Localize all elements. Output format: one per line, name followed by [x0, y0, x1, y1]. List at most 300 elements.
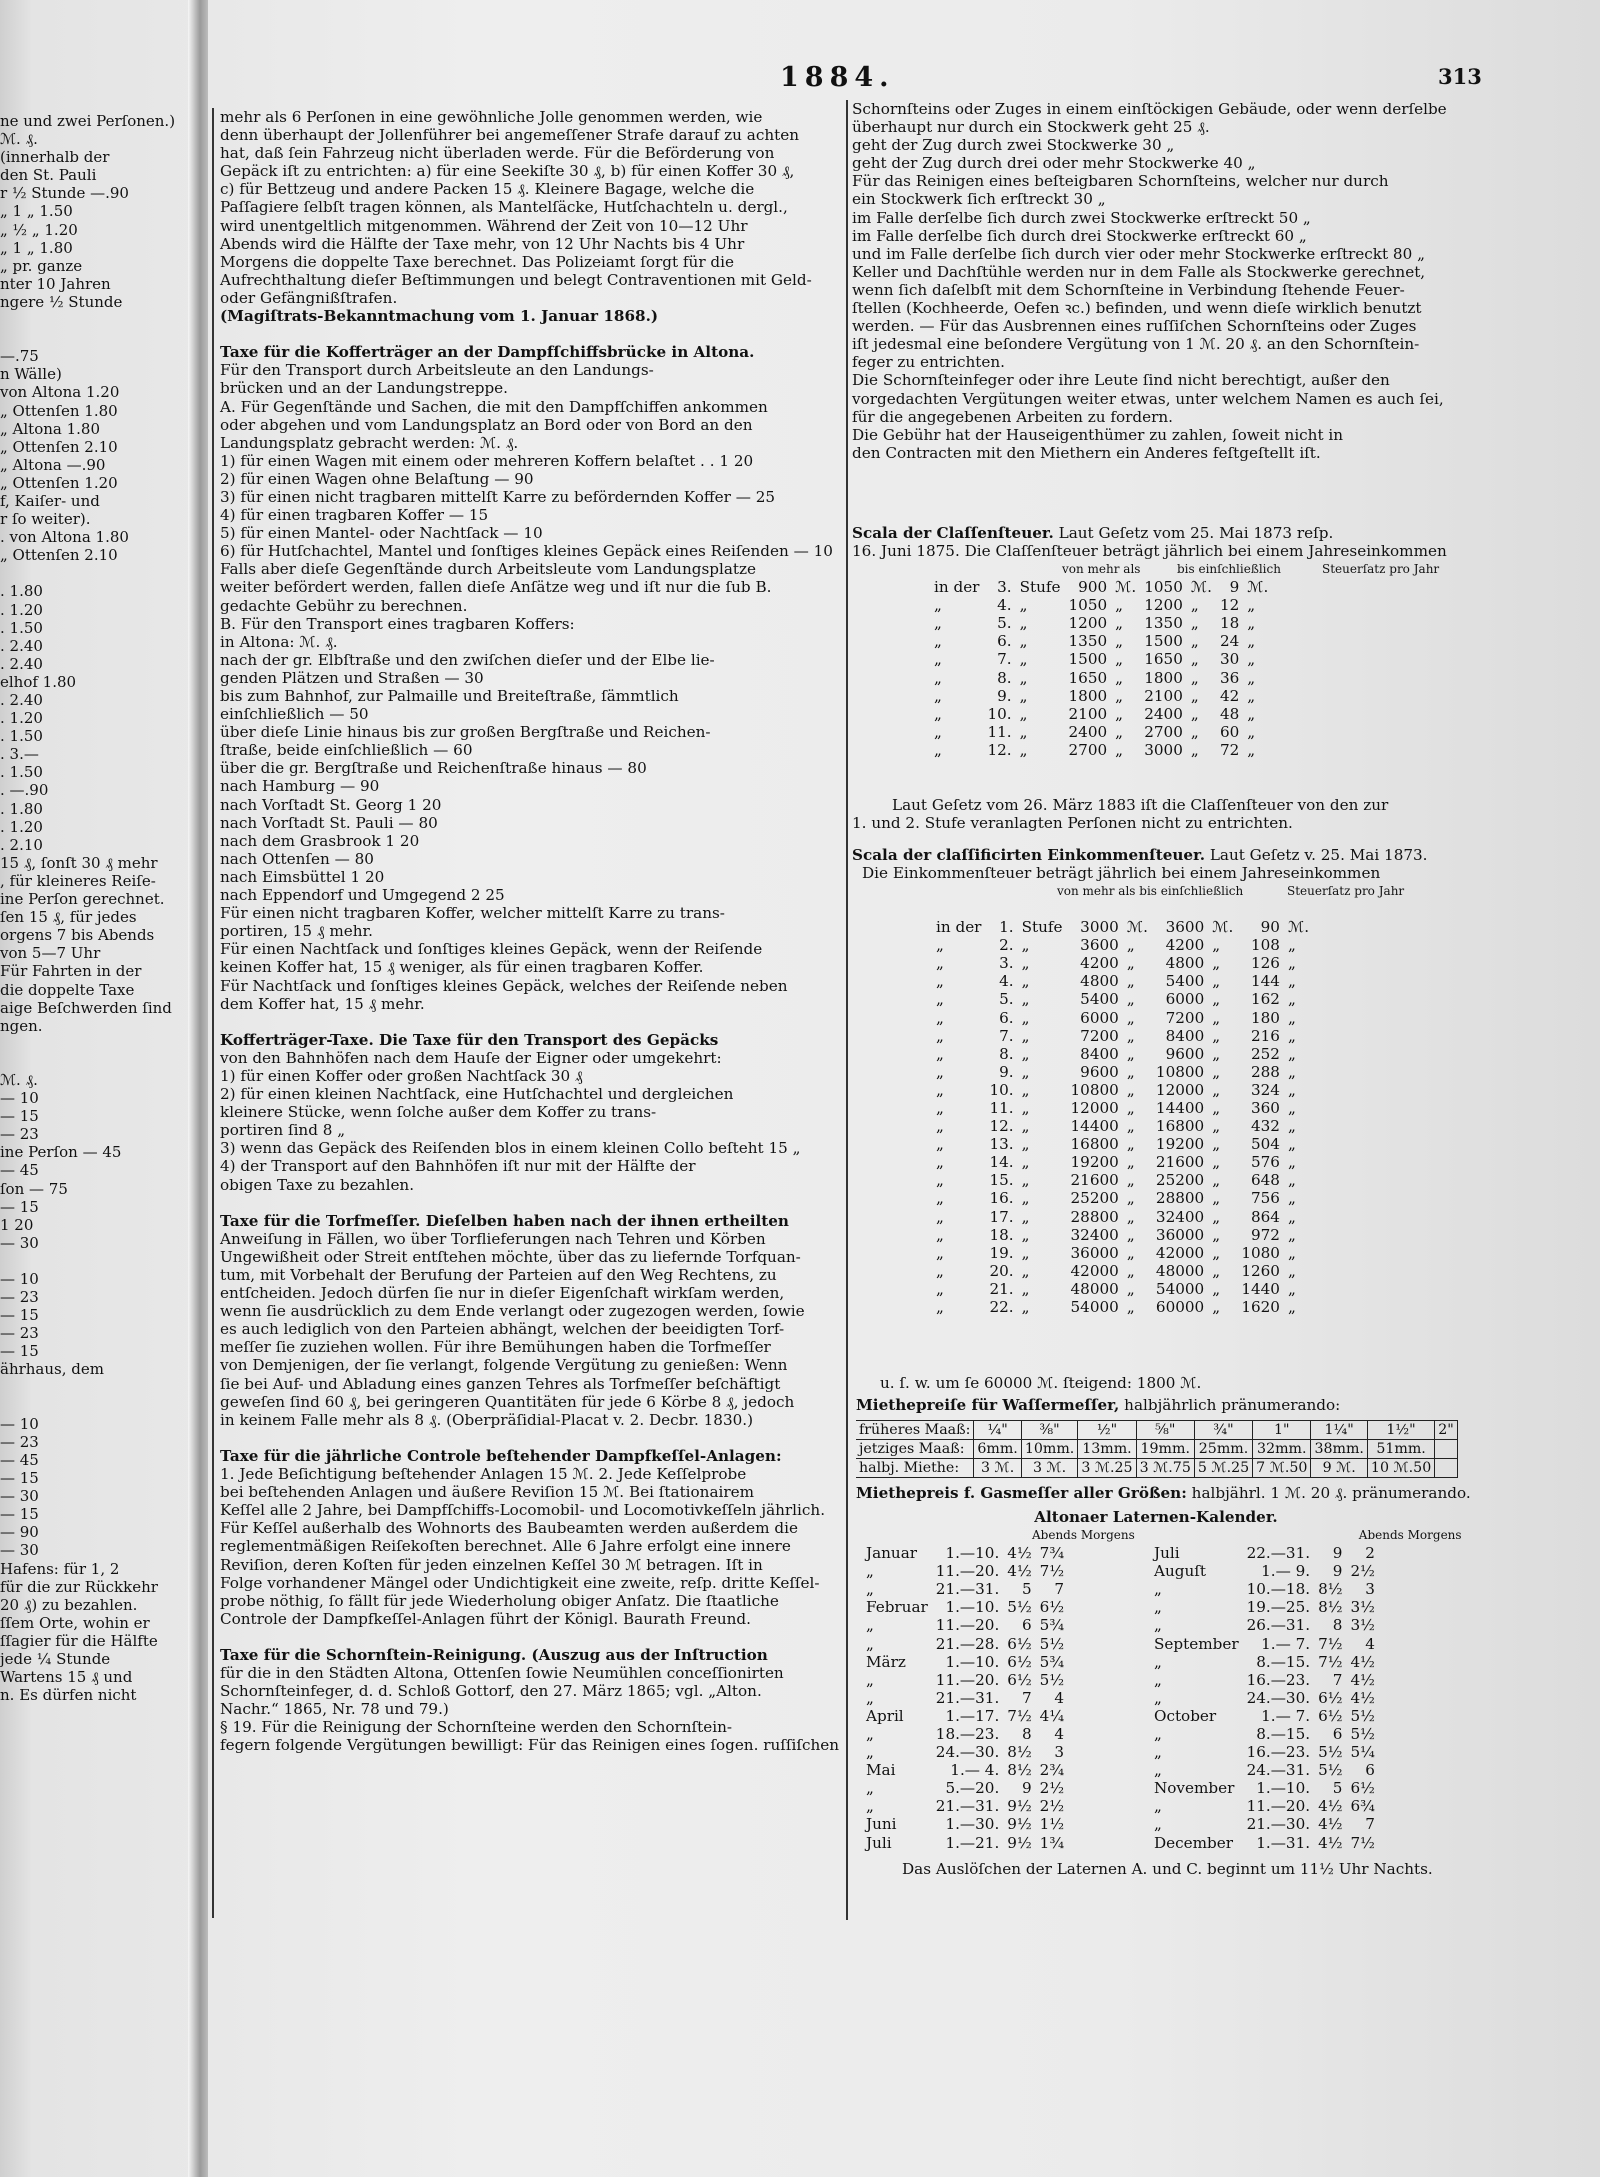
text-line — [220, 325, 840, 343]
text-line: den St. Pauli — [0, 166, 97, 185]
text-line: — 30 — [0, 1487, 39, 1506]
table-cell: 48000 — [1070, 1279, 1119, 1298]
text-line: § 19. Für die Reinigung der Schornſteine werden den Schornſtein- — [220, 1718, 733, 1737]
text-line: Für das Reinigen eines beſteigbaren Schornſteins, welcher nur durch — [852, 172, 1389, 191]
text-line — [0, 1379, 182, 1397]
table-row — [1150, 1598, 1379, 1616]
table-cell: 8400 — [1165, 1026, 1205, 1045]
table-cell: 11.—20. — [935, 1562, 1000, 1581]
table-cell: 16800 — [1155, 1117, 1205, 1136]
table-cell: 9. — [997, 686, 1012, 705]
text-line: r ſo weiter). — [0, 510, 91, 529]
table-cell: 6 — [1022, 1616, 1032, 1635]
table-cell: „ — [1287, 1080, 1296, 1099]
table-cell: „ — [936, 954, 944, 973]
table-cell: ½" — [1078, 1421, 1136, 1440]
text-line: für die in den Städten Altona, Ottenſen ſowie Neumühlen conceſſionirten — [220, 1664, 784, 1683]
table-cell: 2700 — [1068, 740, 1108, 759]
table-cell: 7¾ — [1039, 1544, 1065, 1563]
water-meter-heading: Miethepreiſe für Waſſermeſſer, — [856, 1396, 1120, 1414]
table-cell: 19200 — [1155, 1135, 1205, 1154]
table-cell: „ — [1021, 1135, 1030, 1154]
table-cell: „ — [1287, 1062, 1296, 1081]
text-line: ſtraße, beide einſchließlich — 60 — [220, 741, 473, 760]
table-row — [1150, 1707, 1379, 1725]
table-cell: 14400 — [1155, 1098, 1205, 1117]
text-line: c) für Bettzeug und andere Packen 15 ₰. Kleinere Bagage, welche die — [220, 180, 755, 199]
table-row — [1150, 1815, 1379, 1833]
text-line: im Falle derſelbe ſich durch drei Stockwerke erſtreckt 60 „ — [852, 226, 1307, 245]
table-cell: „ — [1115, 668, 1124, 687]
text-line: . 2.40 — [0, 654, 43, 673]
table-cell: „ — [866, 1616, 874, 1635]
table-cell: 5½ — [1039, 1634, 1065, 1653]
text-line: denn überhaupt der Jollenführer bei angemeſſener Strafe darauf zu achten — [220, 126, 799, 145]
table-row — [856, 1459, 1457, 1478]
table-cell: 10 ℳ.50 — [1367, 1459, 1434, 1478]
table-cell: „ — [866, 1562, 874, 1581]
table-cell: 7. — [997, 650, 1012, 669]
table-cell: 4½ — [1007, 1562, 1032, 1581]
table-cell: „ — [1212, 1279, 1221, 1298]
table-cell: „ — [1115, 722, 1124, 741]
table-cell: „ — [1126, 1098, 1135, 1117]
table-cell: 1.— 7. — [1261, 1706, 1311, 1725]
table-cell: „ — [1212, 1298, 1221, 1317]
text-line — [220, 1429, 840, 1447]
table-row — [930, 723, 1272, 741]
table-cell: „ — [936, 1261, 944, 1280]
text-line: oder Gefängnißſtrafen. — [220, 288, 398, 307]
text-line: ngere ½ Stunde — [0, 292, 123, 311]
table-cell: 6000 — [1165, 990, 1205, 1009]
table-cell: 2400 — [1068, 722, 1108, 741]
table-cell: „ — [1126, 1279, 1135, 1298]
text-line: Paſſagiere ſelbſt tragen können, als Mantelſäcke, Hutſchachteln u. dergl., — [220, 198, 788, 217]
table-cell: 1350 — [1068, 632, 1108, 651]
table-cell: 7 — [1365, 1815, 1375, 1834]
table-cell: „ — [936, 1026, 944, 1045]
table-cell: 20. — [989, 1261, 1014, 1280]
table-cell: „ — [1021, 1098, 1030, 1117]
table-row — [930, 741, 1272, 759]
text-line: nach Ottenſen — 80 — [220, 849, 374, 868]
table-cell: „ — [1126, 1117, 1135, 1136]
table-row — [862, 1544, 1068, 1562]
table-cell: 18 — [1219, 614, 1240, 633]
table-cell: „ — [866, 1724, 874, 1743]
table-cell: „ — [1021, 1279, 1030, 1298]
table-row — [930, 596, 1272, 614]
table-cell: 9 — [1332, 1562, 1343, 1581]
table-cell: „ — [1019, 650, 1028, 669]
table-cell: 42000 — [1070, 1261, 1119, 1280]
table-row — [1150, 1653, 1379, 1671]
table-cell: 6 — [1365, 1761, 1375, 1780]
table-cell: „ — [1287, 1298, 1296, 1317]
table-cell: 1.—31. — [1256, 1833, 1311, 1852]
table-cell: 4 — [1365, 1634, 1375, 1653]
text-line: Für einen Nachtſack und ſonſtiges kleines Gepäck, wenn der Reiſende — [220, 940, 763, 959]
table-cell: 3600 — [1165, 918, 1205, 937]
table-cell: „ — [1115, 740, 1124, 759]
table-row — [1150, 1743, 1379, 1761]
text-line: 1. Jede Beſichtigung beſtehender Anlagen 15 ℳ. 2. Jede Keſſelprobe — [220, 1465, 747, 1484]
table-row — [1150, 1834, 1379, 1852]
text-line — [220, 1628, 840, 1646]
table-cell: „ — [1021, 1207, 1030, 1226]
page-number: 313 — [1438, 64, 1482, 89]
table-cell: „ — [1287, 1261, 1296, 1280]
table-row — [862, 1725, 1068, 1743]
text-line: — 90 — [0, 1523, 39, 1542]
table-cell: 5¾ — [1039, 1616, 1065, 1635]
table-cell: „ — [1126, 1062, 1135, 1081]
table-cell: „ — [1021, 1261, 1030, 1280]
table-cell: 10800 — [1155, 1062, 1205, 1081]
table-cell: 12. — [987, 740, 1012, 759]
table-row — [932, 1298, 1313, 1316]
table-cell: 10mm. — [1021, 1440, 1077, 1459]
table-cell: 72 — [1219, 740, 1240, 759]
table-cell: ℳ. — [1212, 918, 1234, 937]
table-cell: Juni — [866, 1815, 897, 1834]
table-cell: 4800 — [1080, 972, 1119, 991]
table-cell: „ — [1126, 972, 1135, 991]
text-line: in Altona: ℳ. ₰. — [220, 632, 338, 651]
income-tax-intro: Scala der claſſificirten Einkommenſteuer. Laut Geſetz v. 25. Mai 1873. Die Einkommenſteuer beträgt jährlich bei einem Jahreseinkommen von mehr als bis einſchließlich Steuerſatz pro Jahr — [852, 846, 1428, 899]
table-cell: 1.—10. — [945, 1598, 1000, 1617]
text-line: . 2.40 — [0, 691, 43, 709]
table-cell: „ — [1126, 1298, 1135, 1317]
table-cell: 7200 — [1080, 1026, 1119, 1045]
text-line: nach Hamburg — 90 — [220, 777, 380, 796]
table-row — [862, 1761, 1068, 1779]
table-cell: 36000 — [1070, 1243, 1119, 1262]
table-row — [1150, 1797, 1379, 1815]
left-page-fragment — [0, 112, 182, 1704]
table-cell: 90 — [1260, 918, 1280, 937]
text-line — [0, 1397, 182, 1415]
text-line: — 15 — [0, 1107, 39, 1126]
table-cell: 3. — [999, 954, 1014, 973]
text-line: feger zu entrichten. — [852, 353, 1005, 372]
table-cell: 1500 — [1068, 650, 1108, 669]
table-cell: 1.—17. — [945, 1706, 1000, 1725]
table-cell: „ — [1190, 668, 1199, 687]
table-cell: 7½ — [1318, 1634, 1343, 1653]
table-cell: Stufe — [1019, 578, 1061, 597]
table-row — [932, 1008, 1313, 1026]
text-line: f, Kaiſer- und — [0, 491, 100, 510]
table-cell: „ — [1126, 990, 1135, 1009]
table-cell: 6000 — [1080, 1008, 1119, 1027]
table-row — [862, 1689, 1068, 1707]
table-cell: 9½ — [1007, 1797, 1032, 1816]
table-cell: 2½ — [1039, 1797, 1065, 1816]
text-line: Schornſteinfeger, d. d. Schloß Gottorf, den 27. März 1865; vgl. „Alton. — [220, 1682, 762, 1701]
table-cell: „ — [1154, 1652, 1162, 1671]
text-line: Aufrechthaltung dieſer Beſtimmungen und belegt Contraventionen mit Geld- — [220, 270, 812, 289]
table-cell: 1650 — [1144, 650, 1183, 669]
table-cell: 3 ℳ. — [974, 1459, 1021, 1478]
text-line: . 1.20 — [0, 817, 43, 836]
text-line: bis zum Bahnhof, zur Palmaille und Breiteſtraße, ſämmtlich — [220, 687, 679, 705]
table-cell: 25200 — [1070, 1189, 1119, 1208]
table-cell: 30 — [1219, 650, 1240, 669]
table-cell: 48 — [1219, 704, 1240, 723]
table-cell: 21600 — [1155, 1153, 1205, 1172]
text-line: gedachte Gebühr zu berechnen. — [220, 596, 468, 615]
text-line: wenn ſie ausdrücklich zu dem Ende verlangt oder zugezogen werden, ſowie — [220, 1302, 805, 1321]
table-row — [932, 954, 1313, 972]
text-line: „ Ottenſen 2.10 — [0, 546, 118, 565]
table-cell: 2100 — [1144, 686, 1183, 705]
table-cell: „ — [1021, 1062, 1030, 1081]
chimney-tariff-continuation — [852, 100, 1452, 462]
table-cell: 32mm. — [1253, 1440, 1311, 1459]
text-line: ährhaus, dem — [0, 1360, 104, 1379]
text-line: weiter befördert werden, fallen dieſe Anſätze weg und iſt nur die ſub B. — [220, 578, 772, 597]
table-cell: „ — [1021, 1080, 1030, 1099]
table-cell: 5½ — [1007, 1598, 1032, 1617]
table-cell: „ — [936, 1279, 944, 1298]
table-cell: „ — [1287, 936, 1296, 955]
table-cell: „ — [936, 1044, 944, 1063]
table-cell: 19.—25. — [1246, 1598, 1311, 1617]
table-cell: „ — [1019, 596, 1028, 615]
table-cell: 5 — [1022, 1580, 1032, 1599]
table-row — [862, 1815, 1068, 1833]
table-cell: 22. — [989, 1298, 1014, 1317]
table-row — [862, 1653, 1068, 1671]
table-cell: 26.—31. — [1246, 1616, 1311, 1635]
column-divider-middle — [846, 100, 848, 1920]
text-line: . 1.50 — [0, 618, 43, 637]
table-row — [932, 1208, 1313, 1226]
table-cell: 6½ — [1007, 1634, 1032, 1653]
table-cell: „ — [1287, 1117, 1296, 1136]
table-cell: „ — [936, 936, 944, 955]
table-cell: Mai — [866, 1761, 896, 1780]
table-row — [1150, 1689, 1379, 1707]
text-line: Für Keſſel außerhalb des Wohnorts des Baubeamten werden außerdem die — [220, 1519, 798, 1538]
table-row — [930, 614, 1272, 632]
table-cell: 8 — [1332, 1616, 1343, 1635]
table-cell: 252 — [1250, 1044, 1280, 1063]
table-cell: „ — [866, 1743, 874, 1762]
text-line: Keller und Dachſtühle werden nur in dem Falle als Stockwerke gerechnet, — [852, 262, 1426, 281]
text-line: ſen 15 ₰, für jedes — [0, 908, 137, 927]
table-cell: 4½ — [1007, 1544, 1032, 1563]
table-cell: 1800 — [1068, 686, 1108, 705]
table-cell: „ — [1190, 722, 1199, 741]
table-row — [932, 1262, 1313, 1280]
table-cell: „ — [1247, 704, 1256, 723]
text-line: reglementmäßigen Reiſekoſten berechnet. Alle 6 Jahre erfolgt eine innere — [220, 1537, 791, 1556]
table-cell: „ — [866, 1634, 874, 1653]
table-cell: 5.—20. — [945, 1779, 1000, 1798]
table-cell: 4½ — [1350, 1652, 1375, 1671]
table-cell: „ — [1154, 1743, 1162, 1762]
table-cell: „ — [936, 1098, 944, 1117]
table-cell: 3 — [1365, 1580, 1375, 1599]
table-cell: 2¾ — [1039, 1761, 1065, 1780]
table-cell: „ — [1247, 668, 1256, 687]
text-line: — 10 — [0, 1414, 39, 1433]
table-cell: 7½ — [1318, 1652, 1343, 1671]
table-row — [1150, 1616, 1379, 1634]
table-cell: „ — [866, 1670, 874, 1689]
table-cell: 7. — [999, 1026, 1014, 1045]
table-cell: 36 — [1219, 668, 1240, 687]
table-cell: „ — [1126, 1261, 1135, 1280]
text-line: — 45 — [0, 1161, 39, 1180]
table-cell: 11.—20. — [1246, 1797, 1311, 1816]
table-cell: „ — [1021, 972, 1030, 991]
text-line: Landungsplatz gebracht werden: ℳ. ₰. — [220, 433, 519, 452]
table-cell: 14400 — [1070, 1117, 1119, 1136]
table-cell: „ — [1126, 1189, 1135, 1208]
table-cell: 19mm. — [1136, 1440, 1194, 1459]
table-cell: 5. — [999, 990, 1014, 1009]
text-line: . —.90 — [0, 781, 49, 800]
table-row — [932, 1171, 1313, 1189]
table-cell: „ — [1287, 1189, 1296, 1208]
table-cell: ℳ. — [1126, 918, 1148, 937]
table-cell: 7200 — [1165, 1008, 1205, 1027]
table-cell: 6. — [999, 1008, 1014, 1027]
table-cell: 3 ℳ.25 — [1078, 1459, 1136, 1478]
text-line: — 15 — [0, 1469, 39, 1488]
table-cell: 8. — [997, 668, 1012, 687]
table-cell: 4. — [999, 972, 1014, 991]
table-cell: 12000 — [1155, 1080, 1205, 1099]
table-cell: „ — [866, 1797, 874, 1816]
text-line: B. Für den Transport eines tragbaren Koffers: — [220, 614, 575, 633]
table-cell: „ — [1154, 1761, 1162, 1780]
table-row — [862, 1671, 1068, 1689]
table-row — [932, 990, 1313, 1008]
table-cell: 1.—30. — [945, 1815, 1000, 1834]
text-line: ſie bei Auf- und Abladung eines ganzen Tehres als Torfmeſſer beſchäftigt — [220, 1374, 781, 1393]
table-cell: Auguſt — [1154, 1562, 1206, 1581]
text-line: 2) für einen Wagen ohne Belaſtung — 90 — [220, 469, 534, 488]
table-cell: Juli — [1154, 1544, 1180, 1563]
table-cell: 21.—31. — [935, 1580, 1000, 1599]
table-cell: 42 — [1219, 686, 1240, 705]
table-cell: „ — [1212, 1261, 1221, 1280]
table-cell: ℳ. — [1115, 578, 1137, 597]
text-line: . 1.80 — [0, 799, 43, 818]
table-cell: „ — [936, 1171, 944, 1190]
table-cell: „ — [1115, 704, 1124, 723]
text-line: — 30 — [0, 1541, 39, 1560]
table-cell: 1½" — [1367, 1421, 1434, 1440]
table-cell: „ — [866, 1779, 874, 1798]
table-cell: 11. — [989, 1098, 1014, 1117]
text-line: 2) für einen kleinen Nachtſack, eine Hutſchachtel und dergleichen — [220, 1085, 734, 1104]
table-cell: 1350 — [1144, 614, 1183, 633]
table-cell: „ — [1154, 1815, 1162, 1834]
text-line: 4) für einen tragbaren Koffer — 15 — [220, 506, 489, 525]
table-cell: 32400 — [1155, 1207, 1205, 1226]
text-line: für die zur Rückkehr — [0, 1577, 158, 1596]
text-line: . 2.40 — [0, 636, 43, 655]
table-cell: 1.—21. — [945, 1833, 1000, 1852]
table-cell: „ — [1021, 1044, 1030, 1063]
table-cell: 1050 — [1144, 578, 1183, 597]
table-cell: halbj. Miethe: — [856, 1459, 974, 1478]
text-line: — 10 — [0, 1270, 39, 1288]
table-cell: 10800 — [1070, 1080, 1119, 1099]
text-line: über dieſe Linie hinaus bis zur großen Bergſtraße und Reichen- — [220, 723, 711, 742]
lantern-table-right — [1150, 1544, 1379, 1852]
table-cell: September — [1154, 1634, 1239, 1653]
text-line: „ pr. ganze — [0, 256, 83, 275]
table-cell: 2½ — [1350, 1562, 1375, 1581]
table-cell: „ — [1287, 1135, 1296, 1154]
text-line: geht der Zug durch zwei Stockwerke 30 „ — [852, 136, 1175, 155]
table-cell: 21.—31. — [935, 1688, 1000, 1707]
text-line: — 15 — [0, 1306, 39, 1325]
table-cell: „ — [936, 1062, 944, 1081]
table-cell: 7½ — [1350, 1833, 1375, 1852]
table-cell: 54000 — [1070, 1298, 1119, 1317]
lantern-heading: Altonaer Laternen-Kalender. — [1034, 1508, 1278, 1526]
table-cell: 1200 — [1068, 614, 1108, 633]
table-row — [862, 1743, 1068, 1761]
table-row — [930, 578, 1272, 596]
table-cell: 648 — [1250, 1171, 1280, 1190]
text-line: 3) wenn das Gepäck des Reiſenden blos in einem kleinen Collo beſteht 15 „ — [220, 1139, 801, 1158]
text-line: werden. — Für das Ausbrennen eines ruſſiſchen Schornſteins oder Zuges — [852, 317, 1417, 336]
table-cell: 24.—30. — [935, 1743, 1000, 1762]
class-tax-intro: Scala der Claſſenſteuer. Laut Geſetz vom 25. Mai 1873 reſp. 16. Juni 1875. Die Claſſenſteuer beträgt jährlich bei einem Jahreseinkommen von mehr als bis einſchließlich Steuerſatz pro Jahr — [852, 524, 1447, 577]
table-cell: 8½ — [1318, 1598, 1343, 1617]
table-cell: 6½ — [1318, 1706, 1343, 1725]
table-cell: 324 — [1250, 1080, 1280, 1099]
table-cell: 6½ — [1039, 1598, 1065, 1617]
table-cell: 2400 — [1144, 704, 1183, 723]
text-line: ne und zwei Perſonen.) — [0, 112, 176, 130]
table-cell: „ — [1115, 632, 1124, 651]
table-cell: 21600 — [1070, 1171, 1119, 1190]
text-line: ſtellen (Kochheerde, Oefen ꝛc.) befinden, und wenn dieſe wirklich benutzt — [852, 299, 1422, 318]
text-line: portiren, 15 ₰ mehr. — [220, 922, 373, 941]
text-line: — 15 — [0, 1342, 39, 1361]
table-cell: 5½ — [1318, 1743, 1343, 1762]
text-line: . 3.— — [0, 745, 39, 764]
text-line: Reviſion, deren Koſten für jeden einzelnen Keſſel 30 ℳ betragen. Iſt in — [220, 1555, 763, 1574]
table-row — [862, 1580, 1068, 1598]
table-cell: 9½ — [1007, 1815, 1032, 1834]
table-cell: ℳ. — [1190, 578, 1212, 597]
text-line: es auch lediglich von den Parteien abhängt, welchen der beeidigten Torf- — [220, 1320, 785, 1339]
text-line: keinen Koffer hat, 15 ₰ weniger, als für einen tragbaren Koffer. — [220, 958, 704, 977]
text-line: ℳ. ₰. — [0, 1070, 38, 1089]
table-cell: „ — [1190, 740, 1199, 759]
table-cell: „ — [1021, 936, 1030, 955]
column-divider-left — [212, 108, 214, 1918]
text-line: 3) für einen nicht tragbaren mittelſt Karre zu befördernden Koffer — 25 — [220, 487, 776, 506]
table-cell: 3 ℳ. — [1021, 1459, 1077, 1478]
table-cell: „ — [1126, 1008, 1135, 1027]
text-line: 1) für einen Wagen mit einem oder mehreren Koffern belaſtet . . 1 20 — [220, 451, 754, 470]
text-line: iſt jedesmal eine beſondere Vergütung von 1 ℳ. 20 ₰. an den Schornſtein- — [852, 335, 1420, 354]
table-cell: „ — [934, 722, 942, 741]
table-cell: 38mm. — [1311, 1440, 1367, 1459]
